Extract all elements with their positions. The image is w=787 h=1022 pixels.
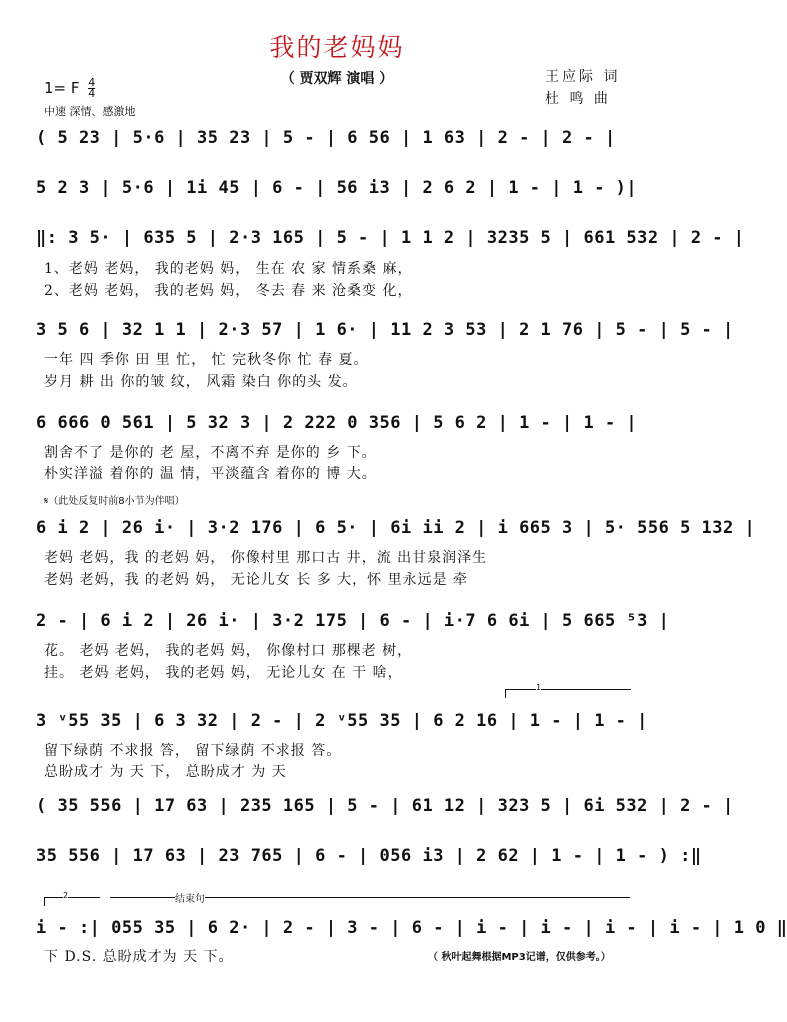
score-row-7: 2 - | 6 i 2 | 26 i· | 3·2 175 | 6 - | i·7 6 6i | 5 665 ⁵3 |: [36, 611, 670, 631]
score-row-5: 6 666 0 561 | 5 32 3 | 2 222 0 356 | 5 6 2 | 1 - | 1 - |: [36, 413, 638, 433]
lyric-line-6: 朴实洋溢 着你的 温 情，平淡蕴含 着你的 博 大。: [44, 466, 377, 482]
transcription-footnote: （ 秋叶起舞根据MP3记谱，仅供参考。）: [428, 952, 611, 963]
ending-label: 结束句: [175, 890, 205, 905]
ending-bracket: [110, 894, 630, 906]
lyric-line-3: 一年 四 季你 田 里 忙， 忙 完秋冬你 忙 春 夏。: [44, 352, 369, 368]
first-ending-number: 1: [536, 683, 542, 692]
time-top: 4: [88, 76, 96, 89]
segno-note: 𝄋（此处反复时前8小节为伴唱）: [44, 496, 185, 507]
lyric-line-2: 2、老妈 老妈， 我的老妈 妈， 冬去 春 来 沧桑变 化，: [44, 283, 413, 299]
second-ending-bracket: [44, 891, 100, 906]
tempo-marking: 中速 深情、感激地: [44, 105, 136, 118]
lyric-line-1: 1、老妈 老妈， 我的老妈 妈， 生在 农 家 情系桑 麻，: [44, 261, 413, 277]
time-signature: [88, 78, 95, 99]
second-ending-number: 2: [63, 891, 69, 900]
first-ending-bracket: [505, 683, 631, 698]
score-row-2: 5 2 3 | 5·6 | 1i 45 | 6 - | 56 i3 | 2 6 2 | 1 - | 1 - )|: [36, 178, 638, 198]
score-row-11: i - :| 055 35 | 6 2· | 2 - | 3 - | 6 - | i - | i - | i - | i - | 1 0 ‖: [36, 918, 787, 938]
time-bottom: 4: [88, 87, 96, 100]
song-title: 我的老妈妈: [269, 33, 405, 62]
score-row-3: ‖: 3 5· | 635 5 | 2·3 165 | 5 - | 1 1 2 | 3235 5 | 661 532 | 2 - |: [36, 228, 745, 248]
score-row-4: 3 5 6 | 32 1 1 | 2·3 57 | 1 6· | 11 2 3 53 | 2 1 76 | 5 - | 5 - |: [36, 320, 734, 340]
score-row-1: ( 5 23 | 5·6 | 35 23 | 5 - | 6 56 | 1 63 | 2 - | 2 - |: [36, 128, 616, 148]
score-row-9: ( 35 556 | 17 63 | 235 165 | 5 - | 61 12 | 323 5 | 6i 532 | 2 - |: [36, 796, 734, 816]
score-row-8: 3 ᵛ55 35 | 6 3 32 | 2 - | 2 ᵛ55 35 | 6 2 16 | 1 - | 1 - |: [36, 711, 648, 731]
lyric-line-12: 总盼成才 为 天 下， 总盼成才 为 天: [44, 764, 287, 780]
lyric-line-13: 下 D.S. 总盼成才为 天 下。: [44, 949, 234, 965]
composer-credit: 杜 鸣 曲: [545, 91, 611, 107]
key-label: 1= F: [44, 79, 80, 97]
lyric-line-4: 岁月 耕 出 你的皱 纹， 风霜 染白 你的头 发。: [44, 374, 358, 390]
key-signature: [44, 78, 95, 99]
score-row-10: 35 556 | 17 63 | 23 765 | 6 - | 056 i3 | 2 62 | 1 - | 1 - ) :‖: [36, 846, 702, 866]
score-row-6: 6 i 2 | 26 i· | 3·2 176 | 6 5· | 6i ii 2 | i 665 3 | 5· 556 5 132 |: [36, 518, 756, 538]
lyric-line-11: 留下绿荫 不求报 答， 留下绿荫 不求报 答。: [44, 743, 342, 759]
lyricist-credit: 王应际 词: [545, 69, 621, 85]
lyric-line-10: 挂。 老妈 老妈， 我的老妈 妈， 无论儿女 在 干 啥，: [44, 665, 403, 681]
lyric-line-9: 花。 老妈 老妈， 我的老妈 妈， 你像村口 那棵老 树，: [44, 643, 413, 659]
lyric-line-7: 老妈 老妈，我 的老妈 妈， 你像村里 那口古 井，流 出甘泉润泽生: [44, 550, 488, 566]
lyric-line-5: 割舍不了 是你的 老 屋，不离不弃 是你的 乡 下。: [44, 445, 377, 461]
lyric-line-8: 老妈 老妈，我 的老妈 妈， 无论儿女 长 多 大，怀 里永远是 牵: [44, 572, 469, 588]
singer-credit: （ 贾双辉 演唱 ）: [280, 71, 394, 87]
